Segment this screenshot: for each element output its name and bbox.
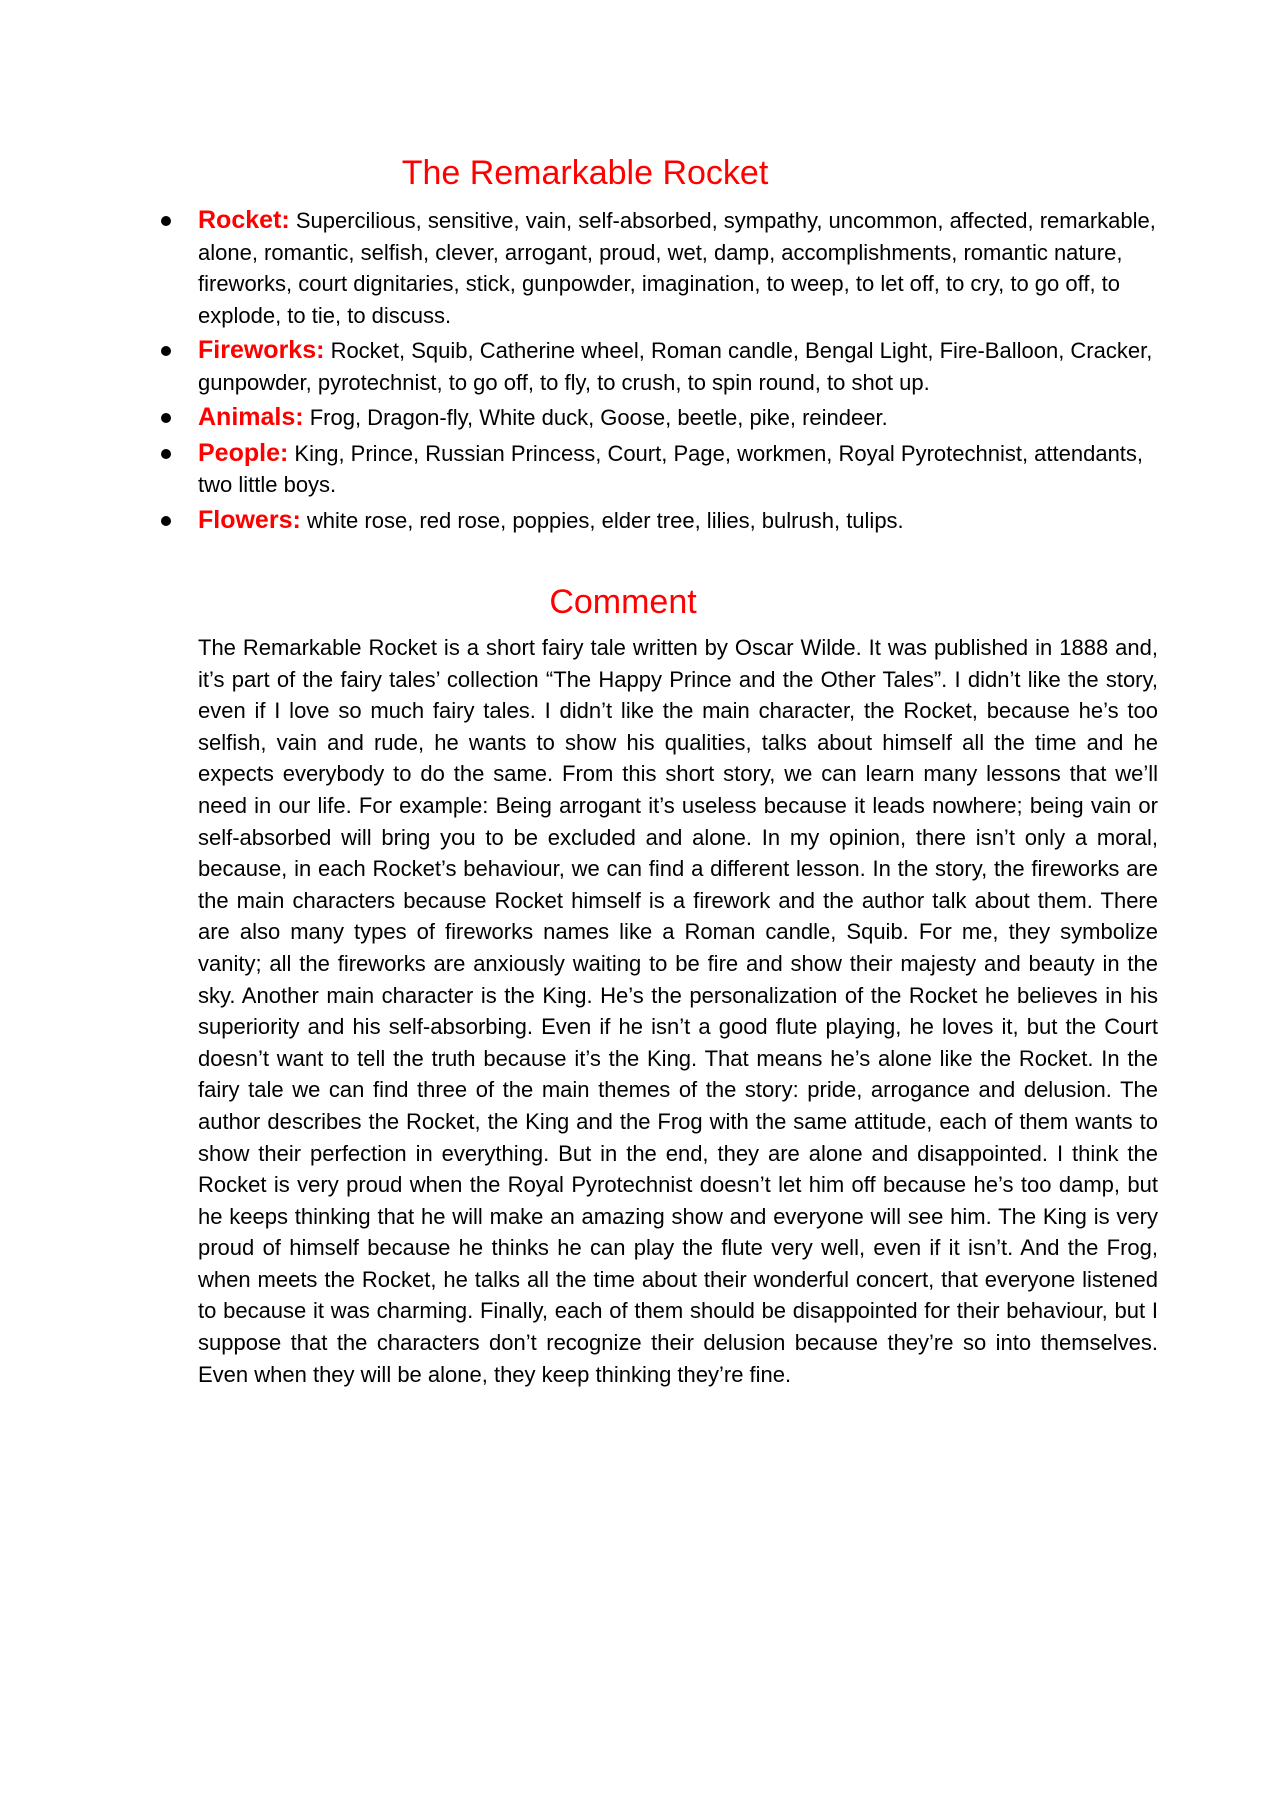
vocabulary-item-flowers: [198, 505, 1166, 537]
bullet-icon: [161, 516, 171, 526]
vocabulary-text: Rocket, Squib, Catherine wheel, Roman candle, Bengal Light, Fire-Balloon, Cracker, gunpowder, pyrotechnist, to go off, to fly, to crush, to spin round, to shot up.: [198, 338, 1153, 395]
vocabulary-list: [198, 205, 1166, 540]
comment-heading: Comment: [549, 583, 697, 621]
bullet-icon: [161, 449, 171, 459]
vocabulary-label: Animals:: [198, 403, 304, 431]
vocabulary-text: King, Prince, Russian Princess, Court, Page, workmen, Royal Pyrotechnist, attendants, two little boys.: [198, 440, 1144, 497]
vocabulary-label: Flowers:: [198, 505, 301, 534]
vocabulary-item-rocket: [198, 205, 1166, 331]
vocabulary-item-animals: [198, 402, 1166, 434]
vocabulary-text: white rose, red rose, poppies, elder tree, lilies, bulrush, tulips.: [306, 507, 904, 533]
vocabulary-item-fireworks: [198, 335, 1166, 398]
vocabulary-text: Frog, Dragon-fly, White duck, Goose, beetle, pike, reindeer.: [309, 405, 888, 430]
vocabulary-label: Rocket:: [198, 206, 290, 234]
vocabulary-text: Supercilious, sensitive, vain, self-absorbed, sympathy, uncommon, affected, remarkable, alone, romantic, selfish, clever, arrogant, proud, wet, damp, accomplishments, romantic nature, fireworks, court dignitaries, stick, gunpowder, imagination, to weep, to let off, to cry, to go off, to explode, to tie, to discuss.: [198, 208, 1156, 328]
vocabulary-item-people: [198, 438, 1166, 501]
vocabulary-label: Fireworks:: [198, 336, 325, 364]
document-title: The Remarkable Rocket: [401, 154, 769, 192]
bullet-icon: [161, 413, 171, 423]
bullet-icon: [161, 216, 171, 226]
vocabulary-label: People:: [198, 438, 289, 467]
bullet-icon: [161, 346, 171, 356]
comment-body: The Remarkable Rocket is a short fairy tale written by Oscar Wilde. It was published in 1888 and, it’s part of the fairy tales’ collection “The Happy Prince and the Other Tales”. I didn’t like the story, even if I love so much fairy tales. I didn’t like the main character, the Rocket, because he’s too selfish, vain and rude, he wants to show his qualities, talks about himself all the time and he expects everybody to do the same. From this short story, we can learn many lessons that we’ll need in our life. For example: Being arrogant it’s useless because it leads nowhere; being vain or self-absorbed will bring you to be excluded and alone. In my opinion, there isn’t only a moral, because, in each Rocket’s behaviour, we can find a different lesson. In the story, the fireworks are the main characters because Rocket himself is a firework and the author talk about them. There are also many types of fireworks names like a Roman candle, Squib. For me, they symbolize vanity; all the fireworks are anxiously waiting to be fire and show their majesty and beauty in the sky. Another main character is the King. He’s the personalization of the Rocket he believes in his superiority and his self-absorbing. Even if he isn’t a good flute playing, he loves it, but the Court doesn’t want to tell the truth because it’s the King. That means he’s alone like the Rocket. In the fairy tale we can find three of the main themes of the story: pride, arrogance and delusion. The author describes the Rocket, the King and the Frog with the same attitude, each of them wants to show their perfection in everything. But in the end, they are alone and disappointed. I think the Rocket is very proud when the Royal Pyrotechnist doesn’t let him off because he’s too damp, but he keeps thinking that he will make an amazing show and everyone will see him. The King is very proud of himself because he thinks he can play the flute very well, even if it isn’t. And the Frog, when meets the Rocket, he talks all the time about their wonderful concert, that everyone listened to because it was charming. Finally, each of them should be disappointed for their behaviour, but I suppose that the characters don’t recognize their delusion because they’re so into themselves. Even when they will be alone, they keep thinking they’re fine.: [198, 635, 1158, 1387]
